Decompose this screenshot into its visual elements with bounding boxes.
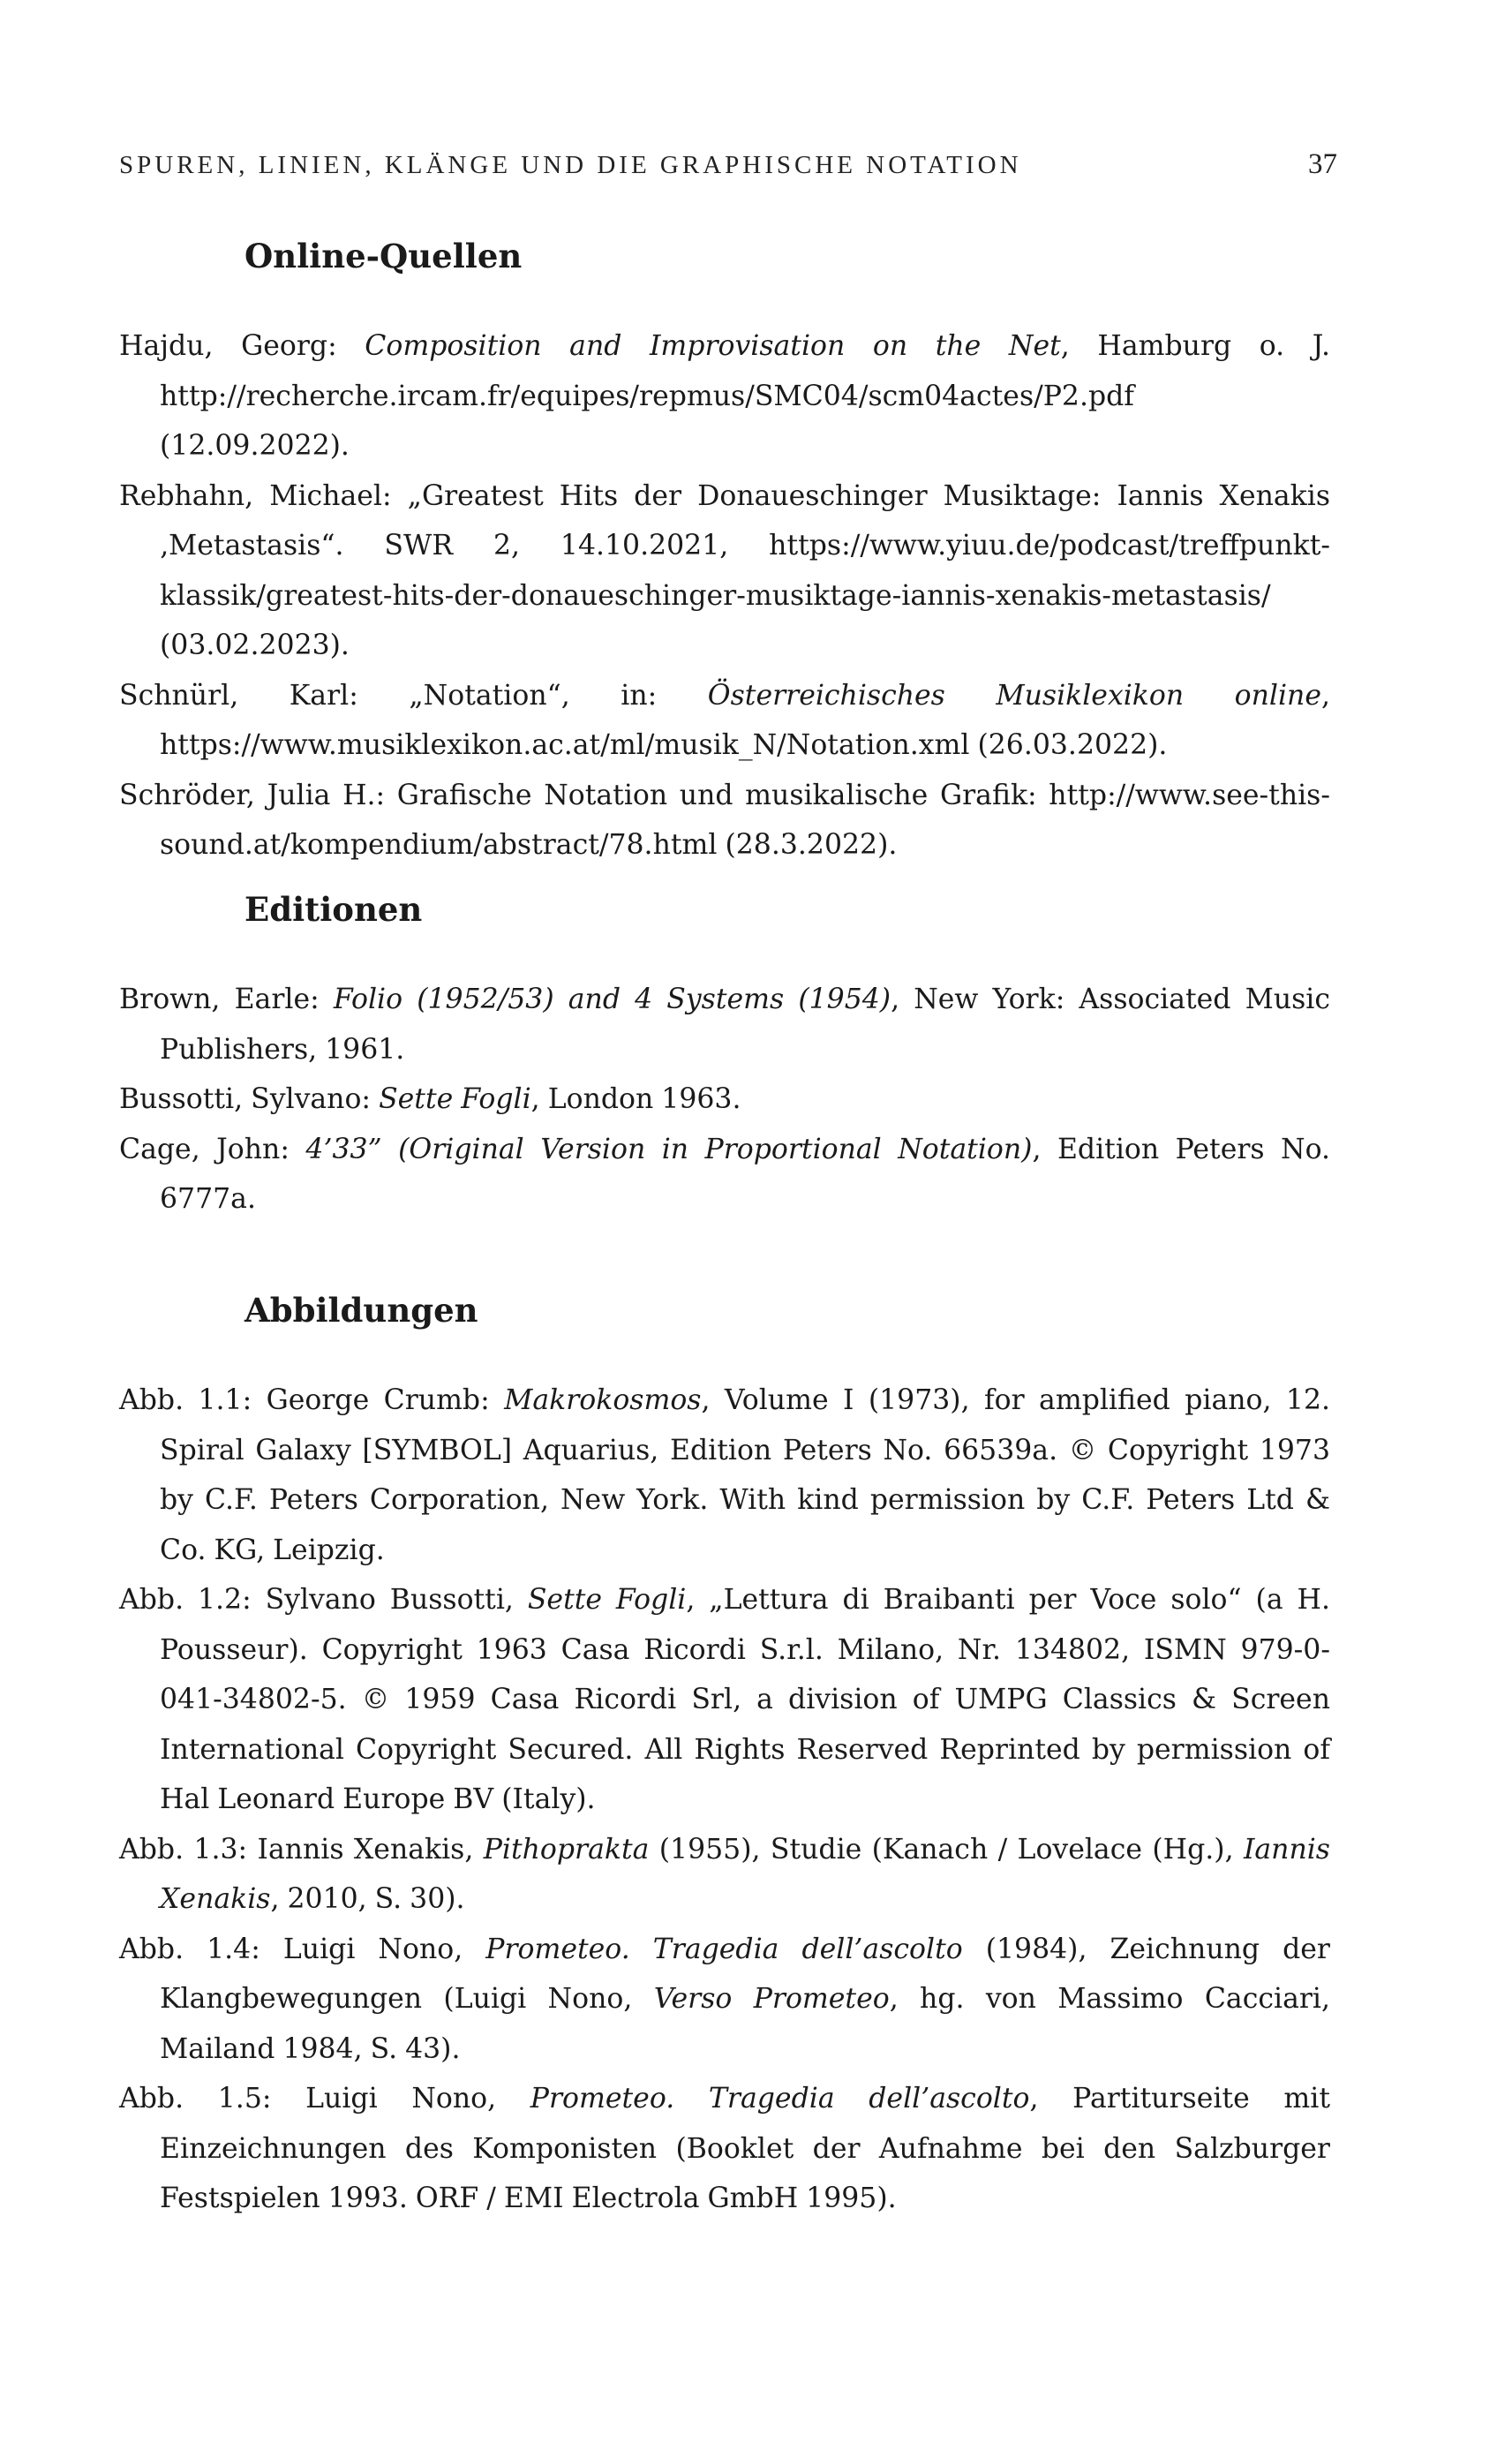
section-heading-online-sources: Online-Quellen [244, 237, 523, 275]
figures-list [119, 1376, 1330, 2224]
figure-credit-entry [119, 1925, 1330, 2075]
entry-text: , Partiturseite mit Einzeichnungen des Komponisten (Booklet der Aufnahme bei den Salzburger Festspielen 1993. ORF / EMI Electrola GmbH 1995). [160, 2083, 1330, 2214]
entry-title: Iannis Xenakis [160, 1833, 1330, 1915]
page-number: 37 [1308, 148, 1337, 180]
entry-text: , „Lettura di Braibanti per Voce solo“ (a H. Pousseur). Copyright 1963 Casa Ricordi S.r.l. Milano, Nr. 134802, ISMN 979-0-041-34802-5. © 1959 Casa Ricordi Srl, a division of UMPG Classics & Screen International Copyright Secured. All Rights Reserved Reprinted by permission of Hal Leonard Europe BV (Italy). [160, 1584, 1330, 1815]
entry-text: Schröder, Julia H.: Grafische Notation und musikalische Grafik: http://www.see-this-sound.at/kompendium/abstract/78.html (28.3.2022). [119, 779, 1330, 861]
figure-credit-entry [119, 1825, 1330, 1925]
online-sources-list [119, 321, 1330, 871]
running-header [119, 148, 1337, 181]
entry-text: Abb. 1.3: Iannis Xenakis, [119, 1833, 484, 1866]
figure-credit-entry [119, 1376, 1330, 1575]
bibliography-entry [119, 1074, 1330, 1125]
entry-text: , https://www.musiklexikon.ac.at/ml/musik_N/Notation.xml (26.03.2022). [160, 679, 1330, 761]
editions-list [119, 975, 1330, 1225]
entry-title: Sette Fogli [527, 1584, 687, 1616]
entry-text: Abb. 1.4: Luigi Nono, [119, 1933, 486, 1965]
entry-title: Folio (1952/53) and 4 Systems (1954) [333, 984, 891, 1015]
entry-text: , New York: Associated Music Publishers, 1961. [160, 984, 1330, 1066]
entry-title: Makrokosmos [504, 1384, 702, 1416]
entry-text: Schnürl, Karl: „Notation“, in: [119, 679, 708, 712]
section-figures [119, 1291, 1330, 2224]
bibliography-entry [119, 321, 1330, 471]
entry-title: Prometeo. Tragedia dell’ascolto [485, 1933, 963, 1965]
entry-text: , Volume I (1973), for amplified piano, 12. Spiral Galaxy [SYMBOL] Aquarius, Edition Peters No. 66539a. © Copyright 1973 by C.F. Peters Corporation, New York. With kind permission by C.F. Peters Ltd & Co. KG, Leipzig. [160, 1384, 1330, 1566]
bibliography-entry [119, 1125, 1330, 1225]
entry-title: Prometeo. Tragedia dell’ascolto [530, 2083, 1030, 2115]
entry-text: , London 1963. [530, 1083, 741, 1115]
section-heading-editions: Editionen [244, 890, 423, 929]
entry-title: Sette Fogli [379, 1083, 531, 1115]
entry-text: Abb. 1.2: Sylvano Bussotti, [119, 1584, 528, 1616]
entry-text: (1984), Zeichnung der Klangbewegungen (Luigi Nono, [160, 1933, 1330, 2015]
figure-credit-entry [119, 2074, 1330, 2224]
entry-title: Pithoprakta [483, 1833, 650, 1866]
running-title: SPUREN, LINIEN, KLÄNGE UND DIE GRAPHISCHE NOTATION [119, 151, 1022, 179]
bibliography-entry [119, 975, 1330, 1074]
bibliography-entry [119, 671, 1330, 771]
entry-text: , Hamburg o. J. http://recherche.ircam.fr/equipes/repmus/SMC04/scm04actes/P2.pdf (12.09.2022). [160, 330, 1330, 462]
entry-text: (1955), Studie (Kanach / Lovelace (Hg.), [649, 1833, 1244, 1866]
bibliography-entry [119, 771, 1330, 871]
entry-title: 4’33” (Original Version in Proportional Notation) [305, 1133, 1033, 1165]
entry-text: , Edition Peters No. 6777a. [160, 1133, 1331, 1215]
entry-text: Abb. 1.1: George Crumb: [119, 1384, 505, 1416]
entry-text: Abb. 1.5: Luigi Nono, [119, 2083, 530, 2115]
entry-text: , hg. von Massimo Cacciari, Mailand 1984, S. 43). [160, 1983, 1330, 2065]
section-heading-figures: Abbildungen [244, 1291, 478, 1330]
entry-text: Brown, Earle: [119, 984, 334, 1015]
section-online-sources [119, 237, 1330, 871]
bibliography-entry [119, 471, 1330, 671]
entry-text: Cage, John: [119, 1133, 306, 1165]
entry-title: Österreichisches Musiklexikon online [707, 679, 1321, 712]
entry-text: Hajdu, Georg: [119, 330, 365, 362]
entry-title: Verso Prometeo [653, 1983, 890, 2015]
entry-text: , 2010, S. 30). [270, 1883, 465, 1915]
entry-text: Bussotti, Sylvano: [119, 1083, 380, 1115]
section-editions [119, 890, 1330, 1225]
figure-credit-entry [119, 1575, 1330, 1825]
entry-text: Rebhahn, Michael: „Greatest Hits der Donaueschinger Musiktage: Iannis Xenakis ‚Metastasis“. SWR 2, 14.10.2021, https://www.yiuu.de/podcast/treffpunkt-klassik/greatest-hits-der-donaueschinger-musiktage-iannis-xenakis-metastasis/ (03.02.2023). [119, 479, 1330, 661]
entry-title: Composition and Improvisation on the Net [365, 330, 1061, 362]
